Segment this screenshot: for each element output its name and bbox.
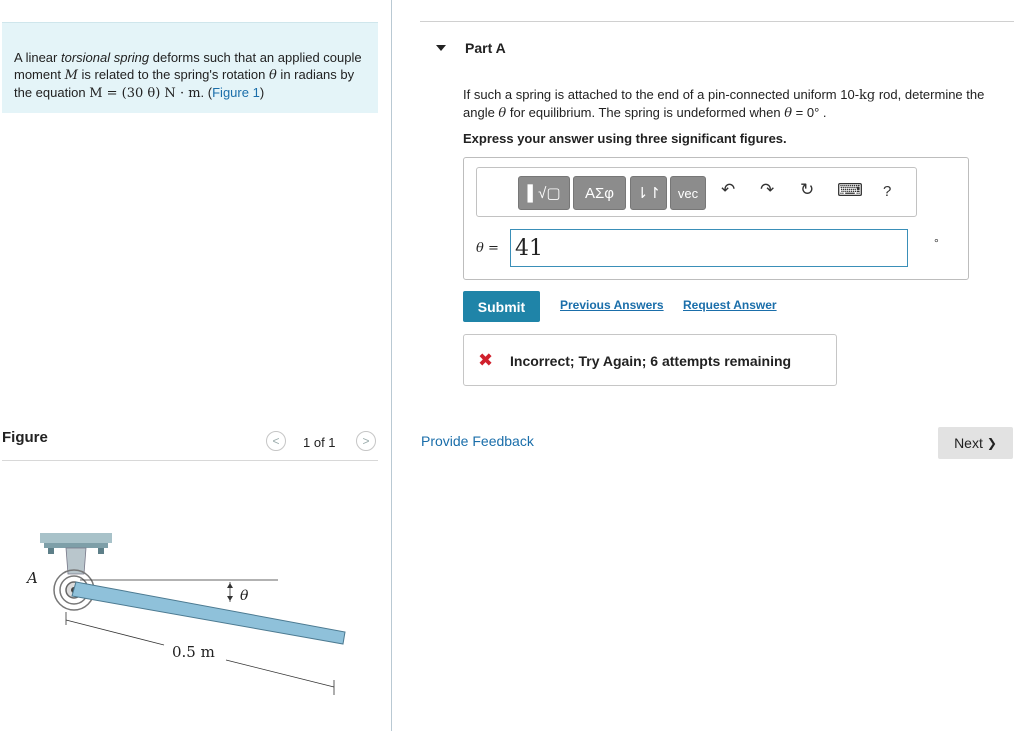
problem-text-1: A linear: [14, 50, 61, 65]
reset-icon[interactable]: ↻: [800, 180, 815, 199]
figure-divider: [2, 460, 378, 461]
help-icon[interactable]: ?: [883, 183, 892, 200]
angle-arrowhead-top: [227, 583, 233, 588]
vector-icon: vec: [677, 185, 699, 201]
redo-icon[interactable]: ↷: [760, 180, 775, 199]
chevron-left-icon: <: [272, 434, 280, 448]
question-theta-2: θ: [784, 106, 793, 121]
dimension-line-left: [66, 620, 164, 645]
question-text-b: rod, determine the angle: [463, 87, 985, 120]
dimension-line-right: [226, 660, 334, 687]
next-label: Next: [954, 435, 983, 451]
problem-statement: [14, 49, 374, 102]
figure-diagram: [0, 470, 380, 730]
feedback-message: Incorrect; Try Again; 6 attempts remaining: [510, 353, 792, 369]
angle-arrowhead-bottom: [227, 596, 233, 601]
chevron-right-icon: >: [362, 434, 370, 448]
problem-text-3: is related to the spring's rotation: [77, 67, 269, 82]
point-a-label: A: [27, 569, 38, 587]
problem-text-2: deforms such that an applied couple moment: [14, 50, 362, 82]
templates-button[interactable]: [518, 176, 570, 210]
problem-text-5: . (: [200, 85, 213, 100]
bolt-left: [48, 548, 54, 554]
problem-term-torsional-spring: torsional spring: [60, 50, 150, 65]
question-text-d: = 0° .: [792, 105, 827, 120]
greek-symbols-button[interactable]: [573, 176, 626, 210]
request-answer-link[interactable]: Request Answer: [683, 298, 777, 312]
question-unit-kg: kg: [859, 88, 876, 103]
question-text-c: for equilibrium. The spring is undeformed when: [506, 105, 785, 120]
problem-text-6: ): [259, 85, 265, 100]
angle-label: θ: [240, 588, 249, 604]
arrows-icon: ⇂↾: [635, 185, 662, 202]
question-text: [463, 86, 1013, 122]
part-top-divider: [420, 21, 1014, 22]
unit-label: °: [934, 236, 939, 250]
problem-text-4: in radians by the equation: [14, 67, 355, 100]
vector-button[interactable]: [670, 176, 706, 210]
part-title: Part A: [465, 40, 506, 56]
undo-icon[interactable]: ↶: [721, 180, 736, 199]
provide-feedback-link[interactable]: Provide Feedback: [421, 433, 534, 449]
bolt-right: [98, 548, 104, 554]
answer-input[interactable]: [510, 229, 908, 267]
support-plate: [44, 543, 108, 548]
figure-prev-button[interactable]: [266, 431, 286, 451]
greek-icon: ΑΣφ: [584, 184, 614, 202]
figure-pager-text: 1 of 1: [303, 435, 336, 450]
templates-icon: ▌√▢: [527, 185, 561, 202]
chevron-right-icon: ❯: [986, 436, 997, 450]
next-button[interactable]: [938, 427, 1013, 459]
spring-equation: M = (30 θ) N · m: [89, 86, 201, 101]
rod: [72, 582, 345, 644]
dimension-label: 0.5 m: [172, 643, 215, 661]
figure-heading: Figure: [2, 429, 48, 446]
question-text-a: If such a spring is attached to the end of a pin-connected uniform 10-: [463, 87, 860, 102]
submit-button[interactable]: Submit: [463, 291, 540, 322]
arrows-button[interactable]: [630, 176, 667, 210]
variable-theta: θ: [268, 68, 277, 83]
column-divider: [391, 0, 392, 731]
figure-1-link[interactable]: Figure 1: [212, 85, 260, 100]
keyboard-icon[interactable]: ⌨: [837, 180, 863, 200]
answer-instruction: Express your answer using three significant figures.: [463, 131, 787, 146]
ceiling-support: [40, 533, 112, 543]
collapse-triangle-icon[interactable]: [436, 45, 446, 51]
incorrect-icon: ✖: [478, 350, 494, 370]
previous-answers-link[interactable]: Previous Answers: [560, 298, 664, 312]
figure-next-button[interactable]: [356, 431, 376, 451]
variable-m: M: [64, 68, 78, 83]
answer-label-text: θ =: [476, 241, 499, 256]
question-theta: θ: [498, 106, 507, 121]
answer-label: [476, 240, 499, 256]
